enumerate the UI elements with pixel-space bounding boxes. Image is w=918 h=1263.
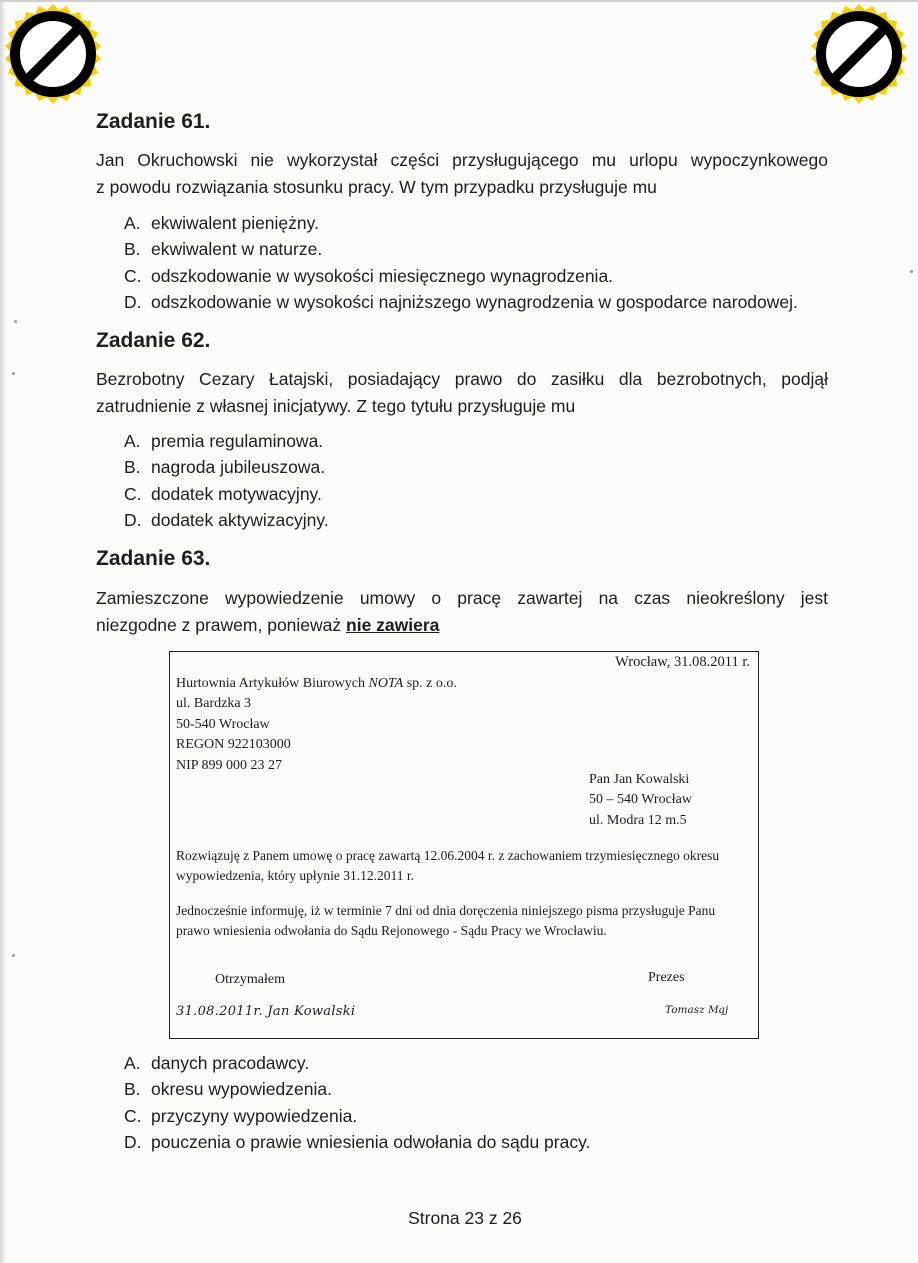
question-text: niezgodne z prawem, ponieważ — [96, 615, 342, 635]
sender-regon: REGON 922103000 — [176, 737, 291, 753]
option-c[interactable] — [124, 1103, 590, 1129]
option-text: ekwiwalent w naturze. — [151, 239, 323, 260]
option-letter: A. — [124, 1053, 141, 1073]
option-text: nagroda jubileuszowa. — [151, 457, 326, 478]
scan-speck — [14, 320, 17, 323]
option-a[interactable] — [124, 210, 798, 236]
scan-speck — [12, 372, 15, 375]
question-line: Jan Okruchowski nie wykorzystał części przysługującego mu urlopu wypoczynkowego — [96, 150, 828, 170]
task-62-options — [124, 428, 329, 534]
task-62-question — [96, 366, 828, 420]
recipient-city: 50 – 540 Wrocław — [589, 792, 692, 808]
task-62-title: Zadanie 62. — [96, 329, 211, 352]
option-text: przyczyny wypowiedzenia. — [151, 1105, 358, 1126]
sender-street: ul. Bardzka 3 — [176, 696, 252, 712]
scan-speck — [910, 270, 913, 273]
option-text: dodatek aktywizacyjny. — [151, 510, 329, 531]
option-b[interactable] — [124, 454, 329, 480]
prohibition-sign-icon — [3, 4, 103, 104]
letter-instruction: Jednocześnie informuję, iż w terminie 7 dni od dnia doręczenia niniejszego pisma przysługuje Panu prawo wniesienia odwołania do Sądu Rejonowego - Sądu Pracy we Wrocławiu. — [176, 903, 716, 938]
task-61-options — [124, 210, 798, 316]
termination-letter — [169, 651, 759, 1039]
letter-body: Rozwiązuję z Panem umowę o pracę zawartą 12.06.2004 r. z zachowaniem trzymiesięcznego okresu wypowiedzenia, który upłynie 31.12.2011 r. — [176, 848, 720, 883]
option-letter: C. — [124, 265, 142, 286]
task-63-options — [124, 1050, 590, 1156]
option-text: danych pracodawcy. — [151, 1053, 310, 1073]
task-63-question — [96, 585, 828, 639]
option-a[interactable] — [124, 428, 329, 454]
task-63-title: Zadanie 63. — [96, 547, 211, 570]
option-text: okresu wypowiedzenia. — [151, 1079, 332, 1100]
sender-company — [176, 674, 457, 694]
option-text: ekwiwalent pieniężny. — [151, 213, 319, 233]
option-a[interactable] — [124, 1050, 590, 1076]
received-signature: 31.08.2011r. Jan Kowalski — [176, 1004, 356, 1019]
option-b[interactable] — [124, 236, 798, 262]
question-line: Zamieszczone wypowiedzenie umowy o pracę zawartej na czas nieokreślony jest — [96, 588, 828, 608]
page-number: Strona 23 z 26 — [408, 1208, 522, 1228]
option-letter: C. — [124, 1105, 142, 1126]
option-text: odszkodowanie w wysokości miesięcznego wynagrodzenia. — [151, 265, 614, 286]
option-letter: A. — [124, 213, 141, 233]
option-letter: B. — [124, 1079, 141, 1100]
option-letter: D. — [124, 1132, 142, 1153]
option-letter: A. — [124, 431, 141, 451]
task-61-question — [96, 147, 828, 201]
question-line: z powodu rozwiązania stosunku pracy. W tym przypadku przysługuje mu — [96, 177, 657, 197]
option-b[interactable] — [124, 1076, 590, 1102]
president-label: Prezes — [648, 970, 685, 985]
option-text: dodatek motywacyjny. — [151, 483, 322, 504]
option-letter: B. — [124, 457, 141, 478]
emphasized-text: nie zawiera — [346, 615, 440, 635]
sender-nip: NIP 899 000 23 27 — [176, 757, 283, 773]
received-label: Otrzymałem — [215, 972, 285, 987]
option-letter: B. — [124, 239, 141, 260]
task-61-title: Zadanie 61. — [96, 110, 211, 133]
option-c[interactable] — [124, 263, 798, 289]
letter-sender — [176, 674, 457, 776]
option-c[interactable] — [124, 481, 329, 507]
option-d[interactable] — [124, 507, 329, 533]
prohibition-sign-icon — [809, 4, 909, 104]
question-line: zatrudnienie z własnej inicjatywy. Z tego tytułu przysługuje mu — [96, 396, 576, 416]
option-d[interactable] — [124, 289, 798, 315]
option-letter: D. — [124, 292, 142, 313]
option-text: pouczenia o prawie wniesienia odwołania do sądu pracy. — [151, 1132, 591, 1153]
letter-recipient — [589, 770, 692, 831]
option-text: premia regulaminowa. — [151, 431, 324, 451]
company-name: NOTA — [368, 676, 404, 691]
option-text: odszkodowanie w wysokości najniższego wynagrodzenia w gospodarce narodowej. — [151, 292, 798, 313]
option-d[interactable] — [124, 1129, 590, 1155]
company-prefix: Hurtownia Artykułów Biurowych — [176, 676, 365, 691]
scan-speck — [12, 954, 15, 957]
sender-city: 50-540 Wrocław — [176, 716, 270, 732]
page-edge — [0, 0, 6, 1263]
question-line — [96, 612, 828, 639]
letter-date: Wrocław, 31.08.2011 r. — [615, 654, 750, 670]
recipient-name: Pan Jan Kowalski — [589, 772, 690, 787]
page-top-edge — [0, 0, 918, 2]
option-letter: C. — [124, 483, 142, 504]
recipient-street: ul. Modra 12 m.5 — [589, 812, 687, 828]
option-letter: D. — [124, 510, 142, 531]
company-suffix: sp. z o.o. — [406, 676, 457, 691]
question-line: Bezrobotny Cezary Łatajski, posiadający prawo do zasiłku dla bezrobotnych, podjął — [96, 369, 828, 389]
president-signature: Tomasz Mąj — [665, 1004, 729, 1016]
